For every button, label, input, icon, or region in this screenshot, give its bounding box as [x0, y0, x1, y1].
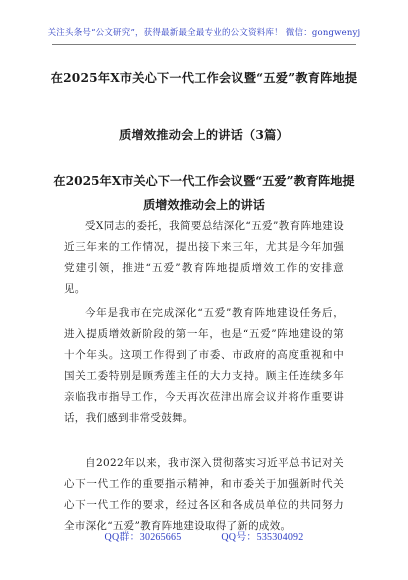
speech-title-line-1: 在2025年X市关心下一代工作会议暨“五爱”教育阵地提	[53, 174, 355, 188]
body-paragraph-3	[64, 453, 344, 537]
document-title-line-1: 在2025年X市关心下一代工作会议暨“五爱”教育阵地提	[50, 71, 358, 85]
header-banner: 关注头条号“公文研究”，获得最新最全最专业的公文资料库！ 微信：gongwenyj	[47, 28, 361, 38]
body-paragraph-2	[64, 303, 344, 429]
paragraph-text: 受X同志的委托，我简要总结深化“五爱”教育阵地建设近三年来的工作情况，提出接下来三年，尤其是今年加强党建引领，推进“五爱”教育阵地提质增效工作的安排意见。	[64, 220, 344, 295]
document-title-line-2: 质增效推动会上的讲话（3篇）	[119, 128, 289, 142]
footer-qq-group: QQ群：30265665	[104, 532, 182, 543]
body-paragraph-1	[64, 216, 344, 300]
paragraph-text: 自2022年以来，我市深入贯彻落实习近平总书记对关心下一代工作的重要指示精神，和市委关于加强新时代关心下一代工作的要求，经过各区和各成员单位的共同努力全市深化“五爱”教育阵地建设取得了新的成效。	[64, 457, 344, 532]
paragraph-text: 今年是我市在完成深化“五爱”教育阵地建设任务后，进入提质增效新阶段的第一年，也是“五爱”阵地建设的第十个年头。这项工作得到了市委、市政府的高度重视和中国关工委特别是顾秀莲主任的大力支持。顾主任连续多年亲临我市指导工作，今天再次莅津出席会议并将作重要讲话，我们感到非常受鼓舞。	[64, 307, 344, 424]
header-divider	[52, 44, 356, 45]
footer-qq-number: QQ号：535304092	[221, 532, 304, 543]
footer-contact	[0, 528, 408, 543]
speech-title-line-2: 质增效推动会上的讲话	[143, 198, 265, 212]
